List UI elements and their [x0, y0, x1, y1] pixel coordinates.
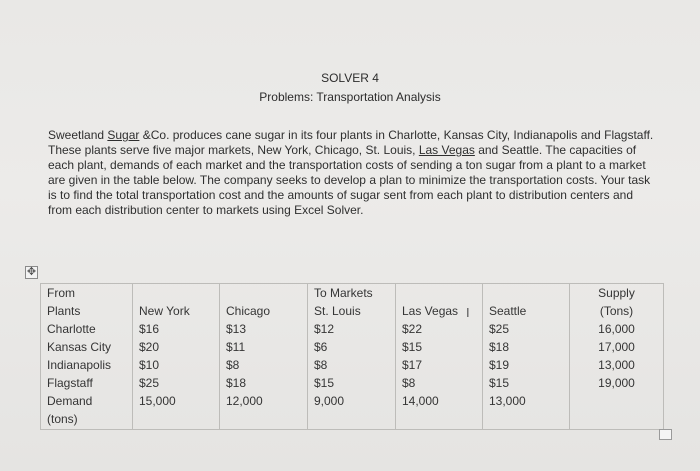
table-cell[interactable]: Supply (Tons) 16,000 17,000 13,000 19,000	[570, 284, 664, 430]
document-subtitle: Problems: Transportation Analysis	[259, 90, 441, 104]
table-cell[interactable]: Las Vegas $22 $15 $17 $8 14,000	[396, 284, 483, 430]
table-cell[interactable]: Seattle $25 $18 $19 $15 13,000	[483, 284, 570, 430]
table-cell[interactable]: To Markets St. Louis $12 $6 $8 $15 9,000	[308, 284, 396, 430]
text-cursor-icon: I	[466, 305, 470, 320]
table-cell[interactable]: Chicago $13 $11 $8 $18 12,000	[220, 284, 308, 430]
table-cell[interactable]: New York $16 $20 $10 $25 15,000	[133, 284, 220, 430]
table-row	[41, 284, 664, 430]
table-resize-handle-icon[interactable]	[659, 429, 672, 440]
document-title: SOLVER 4	[321, 71, 379, 85]
problem-paragraph: Sweetland Sugar &Co. produces cane sugar in its four plants in Charlotte, Kansas City, Indianapolis and Flagstaff. These plants serve five major markets, New York, Chicago, St. Louis, Las Vegas and Seattle. The capacities of each plant, demands of each market and the transportation costs of sending a ton sugar from a plant to a market are given in the table below. The company seeks to develop a plan to minimize the transportation costs. Your task is to find the total transportation cost and the amounts of sugar sent from each plant to distribution centers and from each distribution center to markets using Excel Solver.	[48, 128, 654, 217]
table-cell[interactable]: From Plants Charlotte Kansas City Indianapolis Flagstaff Demand (tons)	[41, 284, 133, 430]
to-markets-label: To Markets	[314, 286, 373, 300]
table-move-handle-icon[interactable]: ✥	[26, 266, 37, 278]
transportation-table	[40, 283, 664, 430]
